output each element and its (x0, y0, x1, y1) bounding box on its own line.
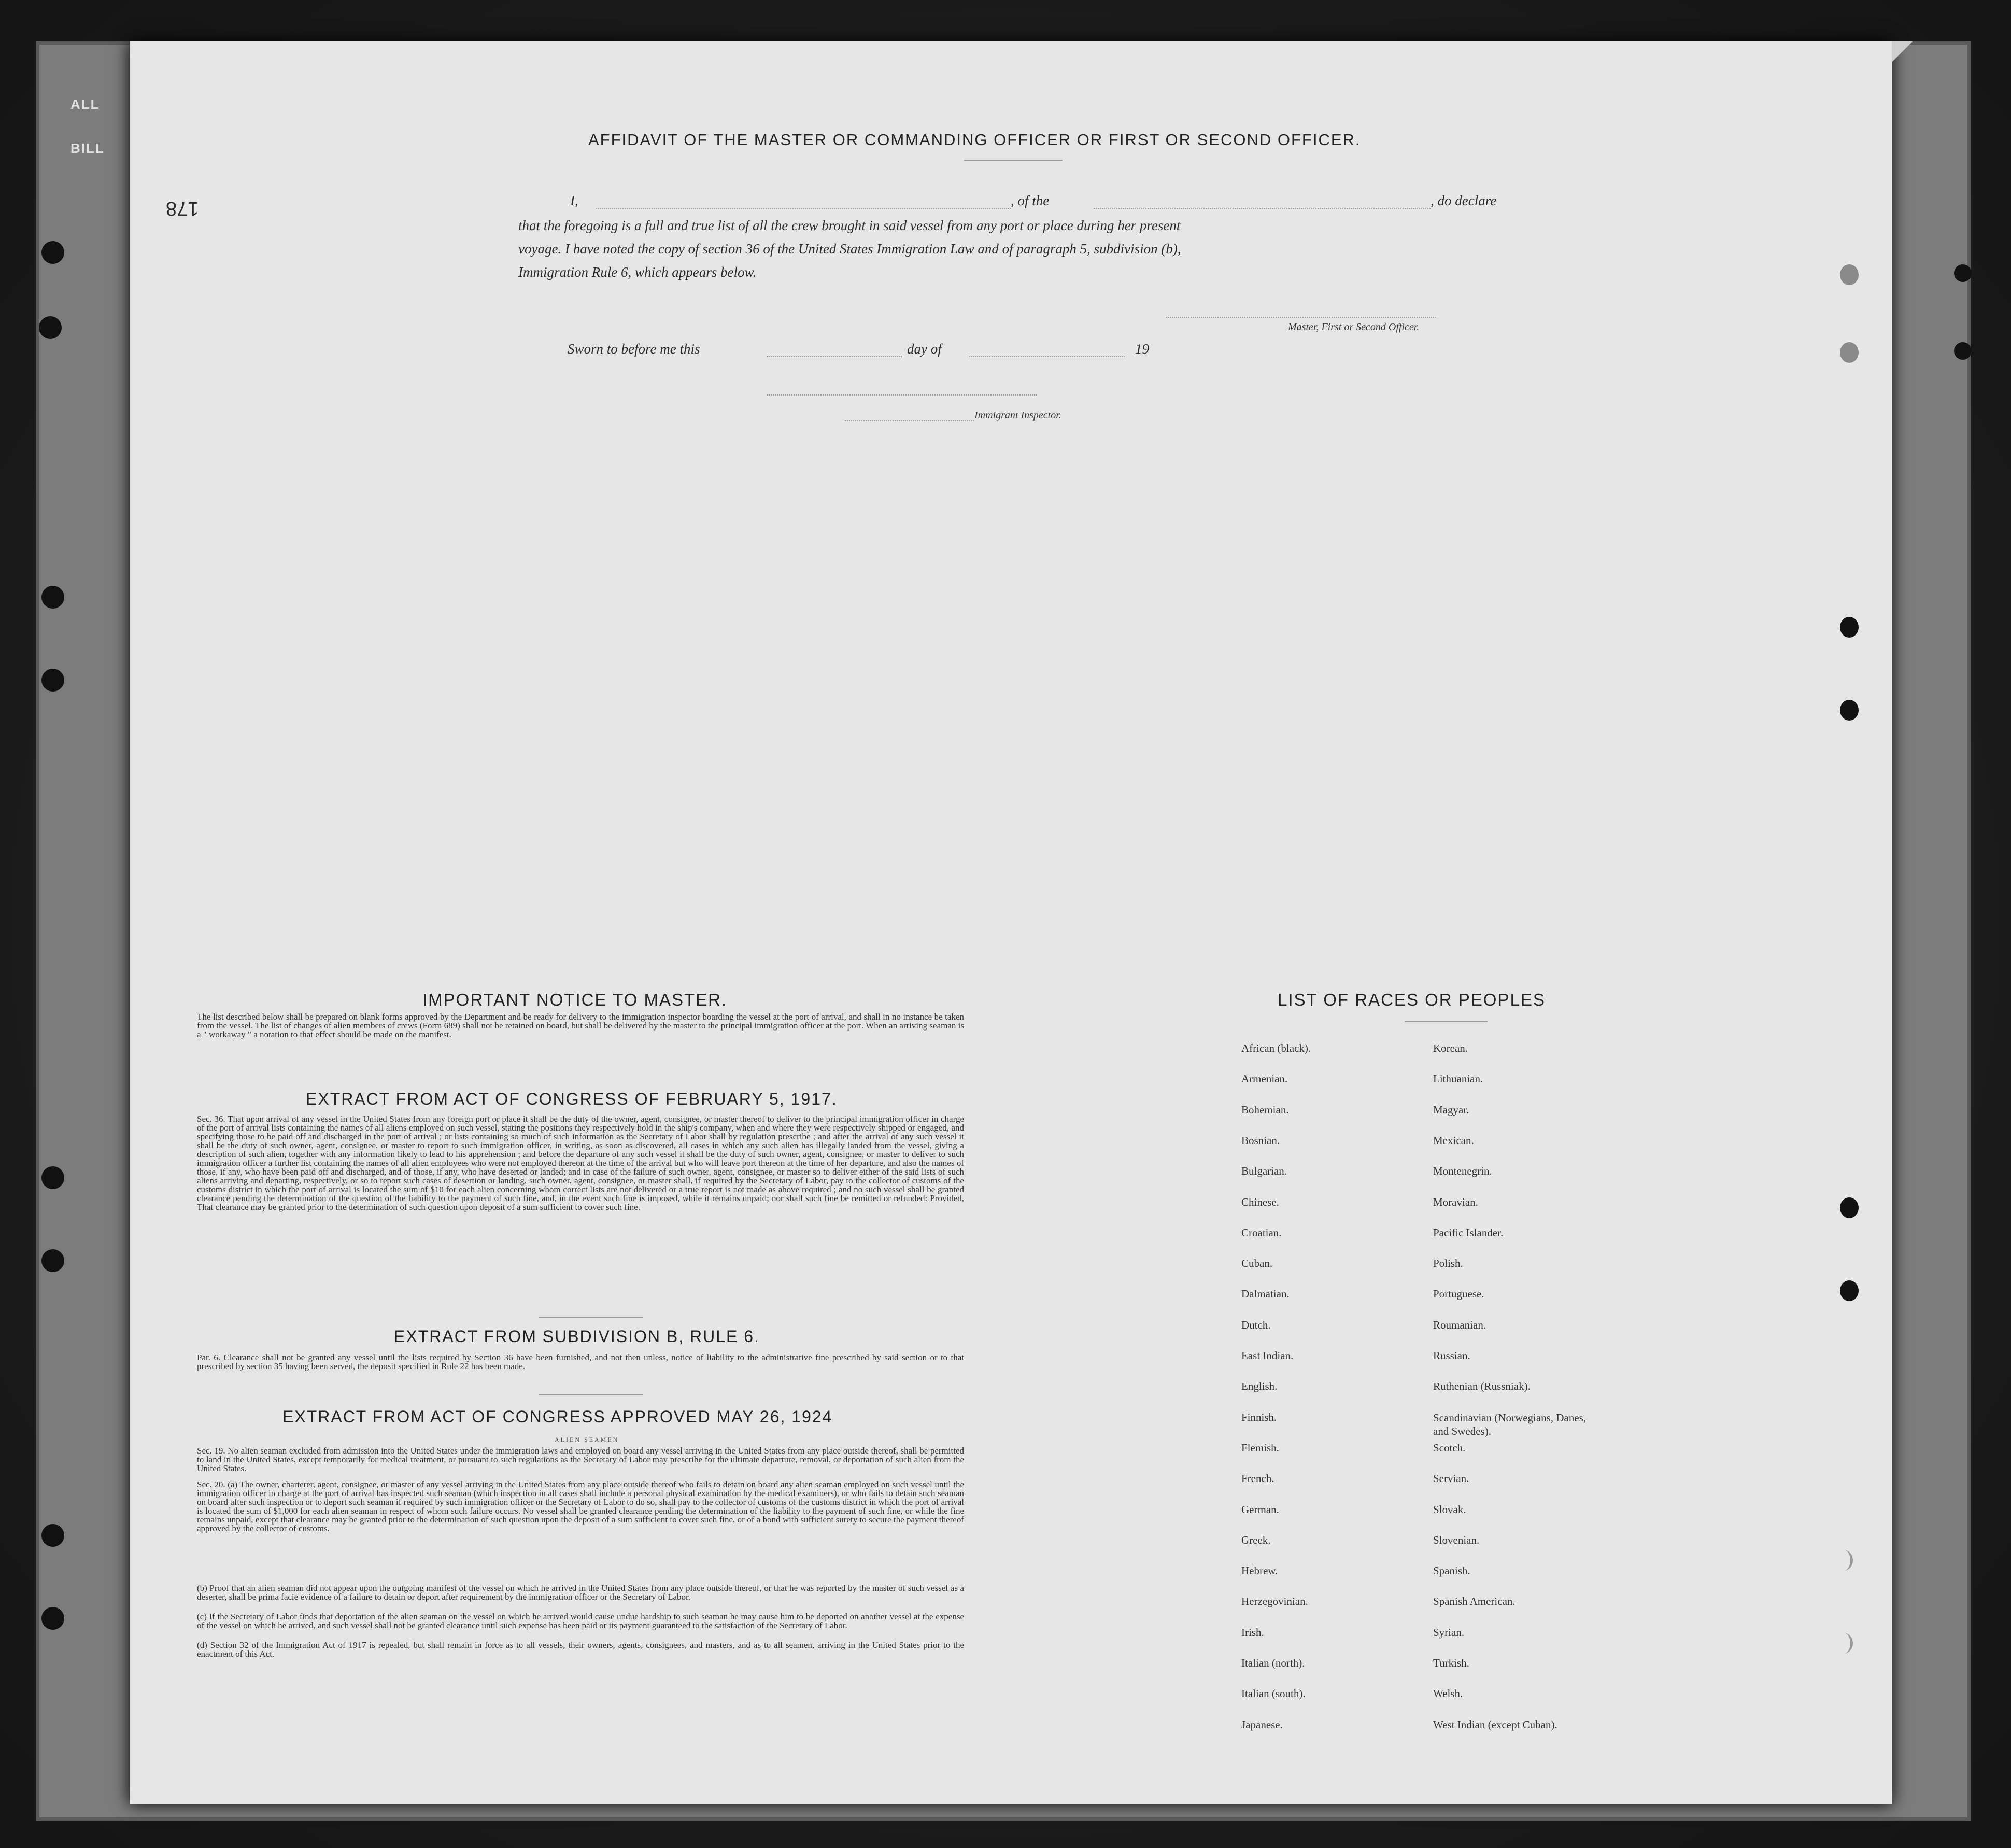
extract-1924-sec20a: Sec. 20. (a) The owner, charterer, agent, consignee, or master of any vessel arriving in the United States from any place outside thereof who fails to detain on board any alien seaman employed on such vessel until the immigration officer in charge at the port of arrival has inspected such seaman (which inspection in all cases shall include a personal physical examination by the medical examiners), or who fails to detain such seaman on board after such inspection or to deport such seaman if required by such immigration officer or the Secretary of Labor to do so, shall pay to the collector of customs of the customs district in which the port of arrival is located the sum of $1,000 for each alien seaman in respect of whom such failure occurs. No vessel shall be granted clearance pending the determination of the liability to the payment of such fine, or while the fine remains unpaid, except that clearance may be granted prior to the determination of such question upon the deposit of a sum sufficient to cover such fine, or of a bond with sufficient surety to secure the payment thereof approved by the collector of customs. (197, 1479, 964, 1533)
race-item: Polish. (1433, 1257, 1463, 1270)
page-hole (1840, 264, 1859, 285)
race-item: Scandinavian (Norwegians, Danes, and Swedes). (1433, 1411, 1587, 1437)
race-item: Bohemian. (1241, 1103, 1289, 1116)
race-item: Italian (south). (1241, 1687, 1306, 1700)
race-item: Montenegrin. (1433, 1165, 1492, 1178)
race-item: Flemish. (1241, 1441, 1279, 1454)
race-item: Pacific Islander. (1433, 1226, 1504, 1239)
race-item: Bulgarian. (1241, 1165, 1287, 1178)
race-item: East Indian. (1241, 1349, 1294, 1362)
races-title: LIST OF RACES OR PEOPLES (1278, 990, 1546, 1009)
race-item: Slovenian. (1433, 1533, 1480, 1546)
extract-1924-sec20b: (b) Proof that an alien seaman did not appear upon the outgoing manifest of the vessel on which he arrived in the United States from any place outside thereof, or that he was reported by the master of such vessel as a deserter, shall be prima facie evidence of a failure to detain or deport after requirement by the immigration officer or the Secretary of Labor. (197, 1583, 964, 1602)
extract-rule6-title: EXTRACT FROM SUBDIVISION B, RULE 6. (394, 1327, 760, 1346)
declaration-line: that the foregoing is a full and true list of all the crew brought in said vessel from any port or place during her present (518, 218, 1181, 233)
signature-blank[interactable] (1166, 316, 1436, 318)
sworn-day: day of (907, 341, 942, 357)
vessel-blank[interactable] (1094, 207, 1431, 209)
extract-1917-title: EXTRACT FROM ACT OF CONGRESS OF FEBRUARY 5, 1917. (306, 1090, 838, 1108)
race-item: Portuguese. (1433, 1288, 1484, 1301)
race-item: Moravian. (1433, 1195, 1478, 1208)
race-item: Croatian. (1241, 1226, 1282, 1239)
race-item: Irish. (1241, 1626, 1264, 1639)
extract-1924-sec20c: (c) If the Secretary of Labor finds that deportation of the alien seaman on the vessel on which he arrived would cause undue hardship to such seaman he may cause him to be deported on another vessel at the expense of the vessel on which he arrived, and such vessel shall not be granted clearance until such expense has been paid or its payment guaranteed to the satisfaction of the Secretary of Labor. (197, 1612, 964, 1630)
page-hole (1835, 1550, 1853, 1571)
binder-hole (39, 316, 62, 339)
divider (539, 1317, 643, 1318)
race-item: German. (1241, 1503, 1279, 1516)
race-item: Greek. (1241, 1533, 1271, 1546)
page-corner (1892, 41, 1913, 62)
race-item: Welsh. (1433, 1687, 1463, 1700)
page-hole (1840, 1280, 1859, 1301)
race-item: Magyar. (1433, 1103, 1469, 1116)
signature-caption: Master, First or Second Officer. (1288, 321, 1420, 333)
sworn-prefix: Sworn to before me this (568, 341, 700, 357)
race-item: Servian. (1433, 1472, 1469, 1485)
race-item: Herzegovinian. (1241, 1595, 1308, 1608)
inspector-blank[interactable] (767, 394, 1037, 396)
divider (539, 1394, 643, 1395)
binder-hole (41, 1249, 64, 1272)
form-page (130, 41, 1892, 1804)
underlying-sheet-text: BILL (70, 140, 105, 156)
race-item: Lithuanian. (1433, 1073, 1483, 1085)
page-hole (1840, 617, 1859, 638)
race-item: French. (1241, 1472, 1274, 1485)
race-item: Scotch. (1433, 1441, 1466, 1454)
sworn-day-blank[interactable] (767, 356, 902, 357)
page-hole (1840, 342, 1859, 363)
underlying-sheet-text: ALL (70, 96, 100, 112)
affidavit-title: AFFIDAVIT OF THE MASTER OR COMMANDING OFFICER OR FIRST OR SECOND OFFICER. (588, 131, 1361, 149)
race-item: Chinese. (1241, 1195, 1279, 1208)
race-item: Roumanian. (1433, 1318, 1486, 1331)
margin-number: 178 (166, 198, 199, 219)
declaration-line: Immigration Rule 6, which appears below. (518, 264, 757, 280)
divider (1405, 1021, 1488, 1022)
race-item: Russian. (1433, 1349, 1470, 1362)
extract-1924-sec20d: (d) Section 32 of the Immigration Act of 1917 is repealed, but shall remain in force as to all vessels, their owners, agents, consignees, and masters, and as to all seamen, arriving in the United States prior to the enactment of this Act. (197, 1640, 964, 1659)
race-item: Korean. (1433, 1042, 1468, 1054)
binder-hole (1954, 264, 1972, 282)
declaration-suffix: , do declare (1431, 193, 1497, 208)
extract-1924-sec19: Sec. 19. No alien seaman excluded from admission into the United States under the immigration laws and employed on board any vessel arriving in the United States from any place outside thereof, shall be permitted to land in the United States, except temporarily for medical treatment, or pursuant to such regulations as the Secretary of Labor may prescribe for the ultimate departure, removal, or deportation of such alien from the United States. (197, 1446, 964, 1473)
page-hole (1840, 700, 1859, 721)
race-item: Spanish. (1433, 1564, 1470, 1577)
inspector-caption: Immigrant Inspector. (974, 410, 1061, 421)
page-hole (1840, 1197, 1859, 1218)
race-item: African (black). (1241, 1042, 1311, 1054)
binder-hole (41, 586, 64, 609)
race-item: Hebrew. (1241, 1564, 1278, 1577)
race-item: Bosnian. (1241, 1134, 1280, 1147)
extract-1924-subtitle: ALIEN SEAMEN (555, 1436, 619, 1443)
declaration-of: , of the (1011, 193, 1050, 208)
declaration-prefix: I, (570, 193, 578, 208)
race-item: Turkish. (1433, 1657, 1469, 1669)
sworn-month-blank[interactable] (969, 356, 1125, 357)
extract-rule6-text: Par. 6. Clearance shall not be granted any vessel until the lists required by Section 36 have been furnished, and not then unless, notice of liability to the administrative fine prescribed by said section or to that prescribed by section 35 having been served, the deposit specified in Rule 22 has been made. (197, 1352, 964, 1371)
binder-hole (41, 669, 64, 692)
race-item: Spanish American. (1433, 1595, 1516, 1608)
race-item: Armenian. (1241, 1073, 1288, 1085)
binder-hole (1954, 342, 1972, 360)
sworn-year: 19 (1135, 341, 1149, 357)
race-item: Dutch. (1241, 1318, 1271, 1331)
page-hole (1835, 1633, 1853, 1654)
binder-hole (41, 1607, 64, 1630)
race-item: Japanese. (1241, 1718, 1283, 1731)
race-item: Dalmatian. (1241, 1288, 1290, 1301)
binder-hole (41, 1524, 64, 1547)
race-item: Cuban. (1241, 1257, 1273, 1270)
important-notice-text: The list described below shall be prepared on blank forms approved by the Department and be ready for delivery to the immigration inspector boarding the vessel at the port of arrival, and shall in no instance be taken from the vessel. The list of changes of alien members of crews (Form 689) shall not be retained on board, but shall be delivered by the master to the principal immigration officer at the port. When an arriving seaman is a " workaway " a notation to that effect should be made on the manifest. (197, 1012, 964, 1039)
extract-1917-text: Sec. 36. That upon arrival of any vessel in the United States from any foreign port or place it shall be the duty of the owner, agent, consignee, or master thereof to deliver to the principal immigration officer in charge of the port of arrival lists containing the names of all aliens employed on such vessel, stating the positions they respectively hold in the ship's company, when and where they were respectively shipped or engaged, and specifying those to be paid off and discharged in the port of arrival ; or lists containing so much of such information as the Secretary of Labor shall by regulation prescribe ; and after the arrival of any such vessel it shall be the duty of such owner, agent, consignee, or master to report to such immigration officer, in writing, as soon as discovered, all cases in which any such alien has illegally landed from the vessel, giving a description of such alien, together with any information likely to lead to his apprehension ; and before the departure of any such vessel it shall be the duty of such owner, agent, consignee, or master to deliver to such immigration officer a further list containing the names of all alien employees who were not employed thereon at the time of the arrival but who will leave port thereon at the time of her departure, and also the names of those, if any, who have been paid off and discharged, and of those, if any, who have deserted or landed; and in case of the failure of such owner, agent, consignee, or master so to deliver either of the said lists of such aliens arriving and departing, respectively, or so to report such cases of desertion or landing, such owner, agent, consignee, or master shall, if required by the Secretary of Labor, pay to the collector of customs of the customs district in which the port of arrival is located the sum of $10 for each alien concerning whom correct lists are not delivered or a true report is not made as above required ; and no such vessel shall be granted clearance pending the determination of the question of the liability to the payment of such fine, and, in the event such fine is imposed, while it remains unpaid; nor shall such fine be remitted or refunded: Provided, That clearance may be granted prior to the determination of such question upon deposit of a sum sufficient to cover such fine. (197, 1114, 964, 1212)
race-item: Mexican. (1433, 1134, 1474, 1147)
binder-hole (41, 241, 64, 264)
race-item: Finnish. (1241, 1410, 1277, 1423)
important-notice-title: IMPORTANT NOTICE TO MASTER. (422, 990, 728, 1009)
race-item: West Indian (except Cuban). (1433, 1718, 1557, 1731)
declaration-line: voyage. I have noted the copy of section 36 of the United States Immigration Law and of paragraph 5, subdivision (b), (518, 241, 1181, 257)
name-blank[interactable] (596, 207, 1011, 209)
race-item: Ruthenian (Russniak). (1433, 1380, 1531, 1393)
race-item: Slovak. (1433, 1503, 1466, 1516)
extract-1924-title: EXTRACT FROM ACT OF CONGRESS APPROVED MAY 26, 1924 (282, 1407, 833, 1426)
race-item: Syrian. (1433, 1626, 1465, 1639)
binder-hole (41, 1166, 64, 1189)
inspector-blank[interactable] (845, 420, 974, 421)
divider (964, 160, 1063, 161)
race-item: English. (1241, 1380, 1278, 1393)
race-item: Italian (north). (1241, 1657, 1305, 1669)
